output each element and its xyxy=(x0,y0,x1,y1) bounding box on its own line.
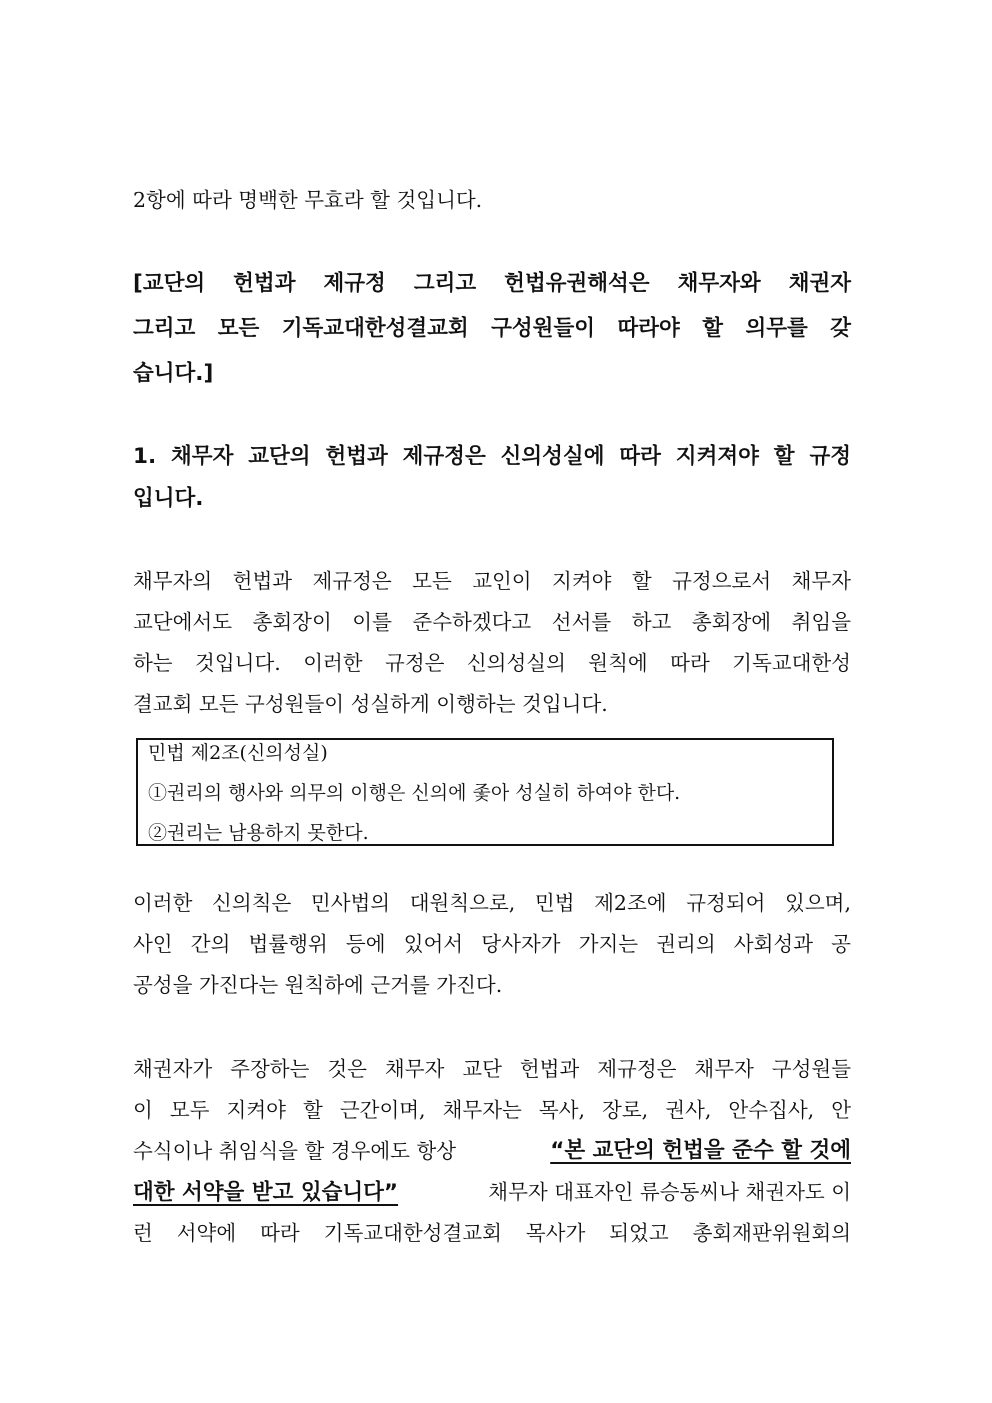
paragraph-line: 이 모두 지켜야 할 근간이며, 채무자는 목사, 장로, 권사, 안수집사, 안 xyxy=(133,1098,851,1122)
paragraph-line: 2항에 따라 명백한 무효라 할 것입니다. xyxy=(133,188,483,212)
paragraph-line: 하는 것입니다. 이러한 규정은 신의성실의 원칙에 따라 기독교대한성 xyxy=(133,651,851,675)
law-title: 민법 제2조(신의성실) xyxy=(148,742,328,764)
section-heading-line: 입니다. xyxy=(133,486,204,511)
paragraph-line xyxy=(133,1178,851,1207)
law-quote-box xyxy=(136,738,834,846)
emphasized-quote: 대한 서약을 받고 있습니다” xyxy=(133,1180,399,1205)
plain-text: 채무자 대표자인 류승동씨나 채권자도 이 xyxy=(488,1180,851,1204)
paragraph-line: 채무자의 헌법과 제규정은 모든 교인이 지켜야 할 규정으로서 채무자 xyxy=(133,569,851,593)
law-item: ②권리는 남용하지 못한다. xyxy=(148,822,369,844)
paragraph-line: 결교회 모든 구성원들이 성실하게 이행하는 것입니다. xyxy=(133,692,608,716)
paragraph-line: 이러한 신의칙은 민사법의 대원칙으로, 민법 제2조에 규정되어 있으며, xyxy=(133,891,851,915)
emphasized-quote: “본 교단의 헌법을 준수 할 것에 xyxy=(550,1138,851,1163)
paragraph-line xyxy=(133,1137,851,1165)
paragraph-line: 런 서약에 따라 기독교대한성결교회 목사가 되었고 총회재판위원회의 xyxy=(133,1221,851,1245)
paragraph-line: 사인 간의 법률행위 등에 있어서 당사자가 가지는 권리의 사회성과 공 xyxy=(133,932,851,956)
plain-text: 수식이나 취임식을 할 경우에도 항상 xyxy=(133,1139,457,1163)
paragraph-line: 공성을 가진다는 원칙하에 근거를 가진다. xyxy=(133,973,503,997)
heading-line: [교단의 헌법과 제규정 그리고 헌법유권해석은 채무자와 채권자 xyxy=(133,271,851,296)
heading-line: 습니다.] xyxy=(133,361,214,386)
heading-line: 그리고 모든 기독교대한성결교회 구성원들이 따라야 할 의무를 갖 xyxy=(133,316,851,341)
paragraph-line: 교단에서도 총회장이 이를 준수하겠다고 선서를 하고 총회장에 취임을 xyxy=(133,610,851,634)
law-item: ①권리의 행사와 의무의 이행은 신의에 좇아 성실히 하여야 한다. xyxy=(148,782,681,804)
section-heading-line: 1. 채무자 교단의 헌법과 제규정은 신의성실에 따라 지켜져야 할 규정 xyxy=(133,444,851,469)
paragraph-line: 채권자가 주장하는 것은 채무자 교단 헌법과 제규정은 채무자 구성원들 xyxy=(133,1057,851,1081)
